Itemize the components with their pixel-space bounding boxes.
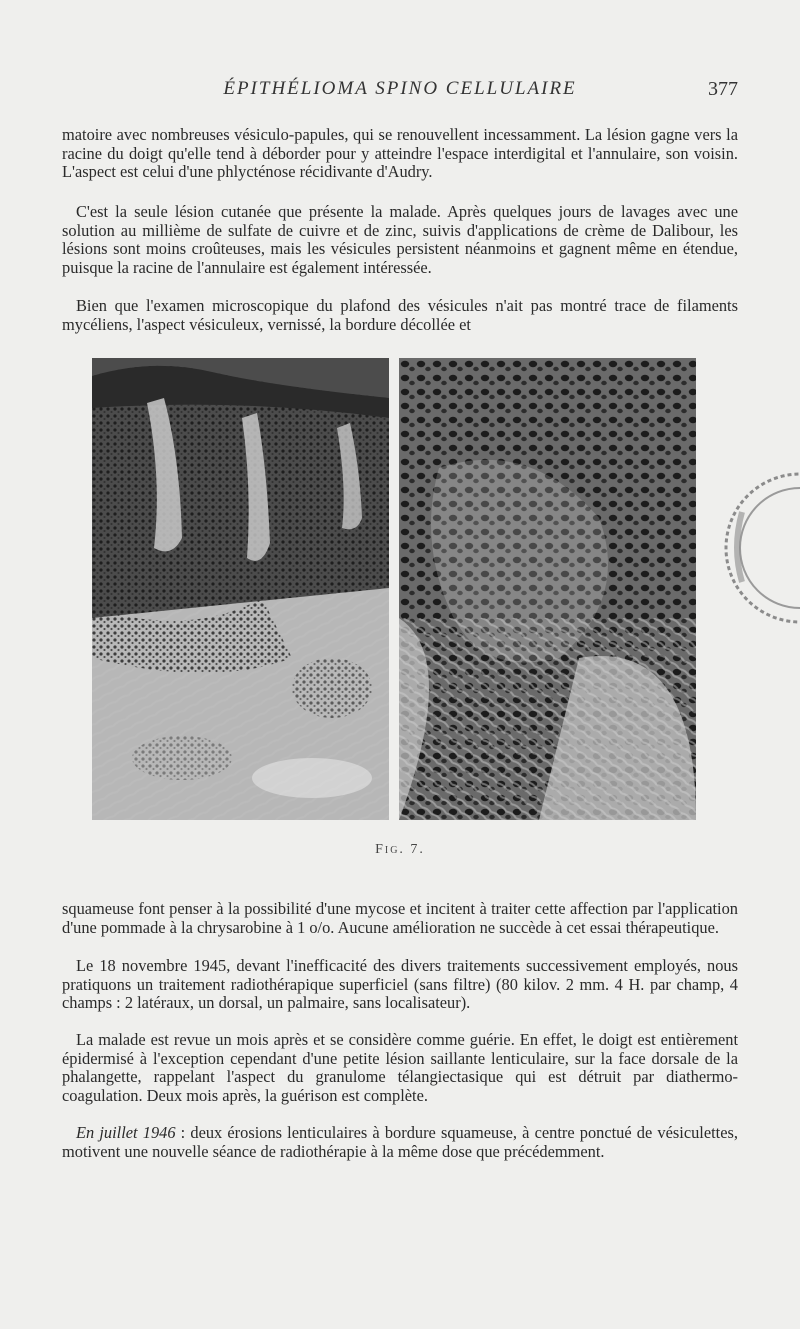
micrograph-left (92, 358, 389, 820)
micrograph-right (399, 358, 696, 820)
library-stamp (702, 452, 800, 644)
paragraph-5-text: Le 18 novembre 1945, devant l'inefficacité des divers traitements successivement employés, nous pratiquons un traitement radiothérapique superficiel (sans filtre) (80 kilov. 2 mm. 4 H. par champ, 4 champs : 2 latéraux, un dorsal, un palmaire, sans localisateur). (62, 956, 738, 1013)
paragraph-3-text: Bien que l'examen microscopique du plafond des vésicules n'ait pas montré trace de filaments mycéliens, l'aspect vésiculeux, vernissé, la bordure décollée et (62, 296, 738, 334)
paragraph-2 (62, 203, 738, 277)
paragraph-6 (62, 1031, 738, 1105)
micrograph-figure (92, 358, 696, 820)
page-number: 377 (708, 78, 738, 100)
paragraph-3 (62, 297, 738, 334)
figure-caption: Fig. 7. (375, 842, 425, 857)
paragraph-7-date: En juillet 1946 (76, 1123, 176, 1142)
paragraph-2-text: C'est la seule lésion cutanée que présente la malade. Après quelques jours de lavages avec une solution au millième de sulfate de cuivre et de zinc, suivis d'applications de crème de Dalibour, les lésions sont moins croûteuses, mais les vésicules persistent néanmoins et gagnent même en étendue, puisque la racine de l'annulaire est également intéressée. (62, 202, 738, 277)
paragraph-5 (62, 957, 738, 1013)
paragraph-4: squameuse font penser à la possibilité d'une mycose et incitent à traiter cette affection par l'application d'une pommade à la chrysarobine à 1 o/o. Aucune amélioration ne succède à cet essai thérapeutique. (62, 899, 738, 937)
running-title: ÉPITHÉLIOMA SPINO CELLULAIRE (223, 78, 577, 99)
paragraph-6-text: La malade est revue un mois après et se considère comme guérie. En effet, le doigt est entièrement épidermisé à l'exception cependant d'une petite lésion saillante lenticulaire, sur la face dorsale de la phalangette, rappelant l'aspect du granulome télangiectasique qui est détruit par diathermo-coagulation. Deux mois après, la guérison est complète. (62, 1030, 738, 1105)
paragraph-7 (62, 1124, 738, 1161)
page-header (62, 78, 738, 108)
paragraph-7-text: : deux érosions lenticulaires à bordure squameuse, à centre ponctué de vésiculettes, motivent une nouvelle séance de radiothérapie à la même dose que précédemment. (62, 1123, 738, 1161)
paragraph-1: matoire avec nombreuses vésiculo-papules, qui se renouvellent incessamment. La lésion gagne vers la racine du doigt qu'elle tend à déborder pour y atteindre l'espace interdigital et l'annulaire, son voisin. L'aspect est celui d'une phlycténose récidivante d'Audry. (62, 125, 738, 182)
